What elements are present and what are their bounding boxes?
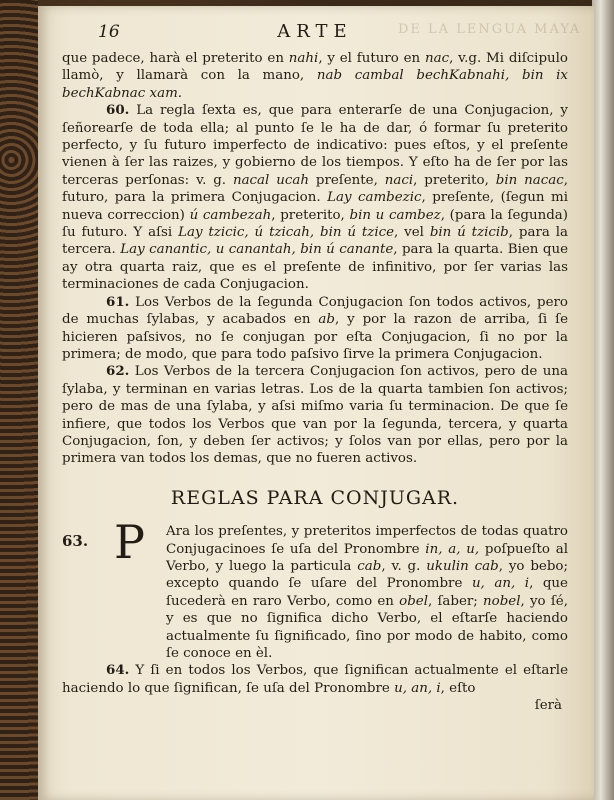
paragraph-64: 64. Y ſi en todos los Verbos, que ſignifican actualmente el eſtarle haciendo lo que ſignifican, ſe uſa del Pronombre u, an, i, eſto bbox=[62, 662, 568, 696]
marbled-cover bbox=[0, 0, 38, 800]
section-title: REGLAS PARA CONJUGAR. bbox=[170, 486, 460, 509]
paragraph-number: 60. bbox=[106, 102, 130, 119]
paragraph-62: 62. Los Verbos de la tercera Conjugacion ſon activos, pero de una ſylaba, y terminan en varias letras. Los de la quarta tambien ſon activos; pero de mas de una ſylaba, y aſsi miſmo varia ſu terminacion. De que ſe infiere, que todos los Verbos que van por la ſegunda, tercera, y quarta Conjugacion, ſon, y deben ſer activos; y ſolos van por ellas, pero por la primera van todos los demas, que no fueren activos. bbox=[62, 363, 568, 467]
paragraph-61: 61. Los Verbos de la ſegunda Conjugacion ſon todos activos, pero de muchas ſylabas, y acabados en ab, y por la razon de arriba, ſi ſe hicieren paſsivos, no ſe conjugan por eſta Conjugacion, ſi no por la primera; de modo, que para todo paſsivo ſirve la primera Conjugacion. bbox=[62, 293, 568, 362]
paragraph-63: 63. P Ara los preſentes, y preteritos imperfectos de todas quatro Conjugacinoes ſe uſa del Pronombre in, a, u, poſpueſto al Verbo, y luego la particula cab, v. g. ukulin cab, yo bebo; excepto quando ſe uſare del Pronombre u, an, i, que ſucederà en raro Verbo, como en obel, ſaber; nobel, yo ſé, y es que no ſignifica dicho Verbo, el eſtarſe haciendo actualmente ſu ſignificado, ſino por modo de habito, como ſe conoce en èl. bbox=[62, 515, 569, 661]
paragraph-number: 61. bbox=[106, 293, 130, 310]
paragraph-number: 63. bbox=[62, 532, 89, 551]
paragraph-60: 60. La regla ſexta es, que para enterarſe de una Conjugacion, y ſeñorearſe de toda ella; al punto ſe le ha de dar, ó formar ſu preterito perfecto, y ſu futuro imperfecto de indicativo: pues eſtos, y el preſente vienen à ſer las raizes, y gobierno de los tiempos. Y eſto ha de ſer por las terceras perſonas: v. g. nacal ucah preſente, naci, preterito, bin nacac, futuro, para la primera Conjugacion. Lay cambezic, preſente, (ſegun mi nueva correccion) ú cambezah, preterito, bin u cambez, (para la ſegunda) ſu futuro. Y aſsi Lay tzicic, ú tzicah, bin ú tzice, vel bin ú tzicib, para la tercera. Lay canantic, u canantah, bin ú canante, para la quarta. Bien que ay otra quarta raiz, que es el preſente de infinitivo, por ſer varias las terminaciones de cada Conjugacion. bbox=[62, 102, 569, 293]
running-title: ARTE bbox=[277, 21, 353, 42]
page-header bbox=[62, 21, 568, 50]
page-edges bbox=[592, 0, 614, 800]
paragraph-number: 64. bbox=[106, 662, 130, 679]
paragraph-number: 62. bbox=[106, 363, 130, 380]
bleed-through-text: DE LA LENGUA MAYA bbox=[398, 22, 582, 37]
drop-cap: P bbox=[114, 515, 145, 570]
page-number: 16 bbox=[98, 22, 120, 42]
intro-paragraph: que padece, harà el preterito en nahi, y el futuro en nac, v.g. Mi diſcipulo llamò, y llamarà con la mano, nab cambal bechKabnahi, bin ix bechKabnac xam. bbox=[62, 51, 568, 101]
catchword: ſerà bbox=[534, 698, 562, 714]
text-block bbox=[62, 21, 569, 715]
